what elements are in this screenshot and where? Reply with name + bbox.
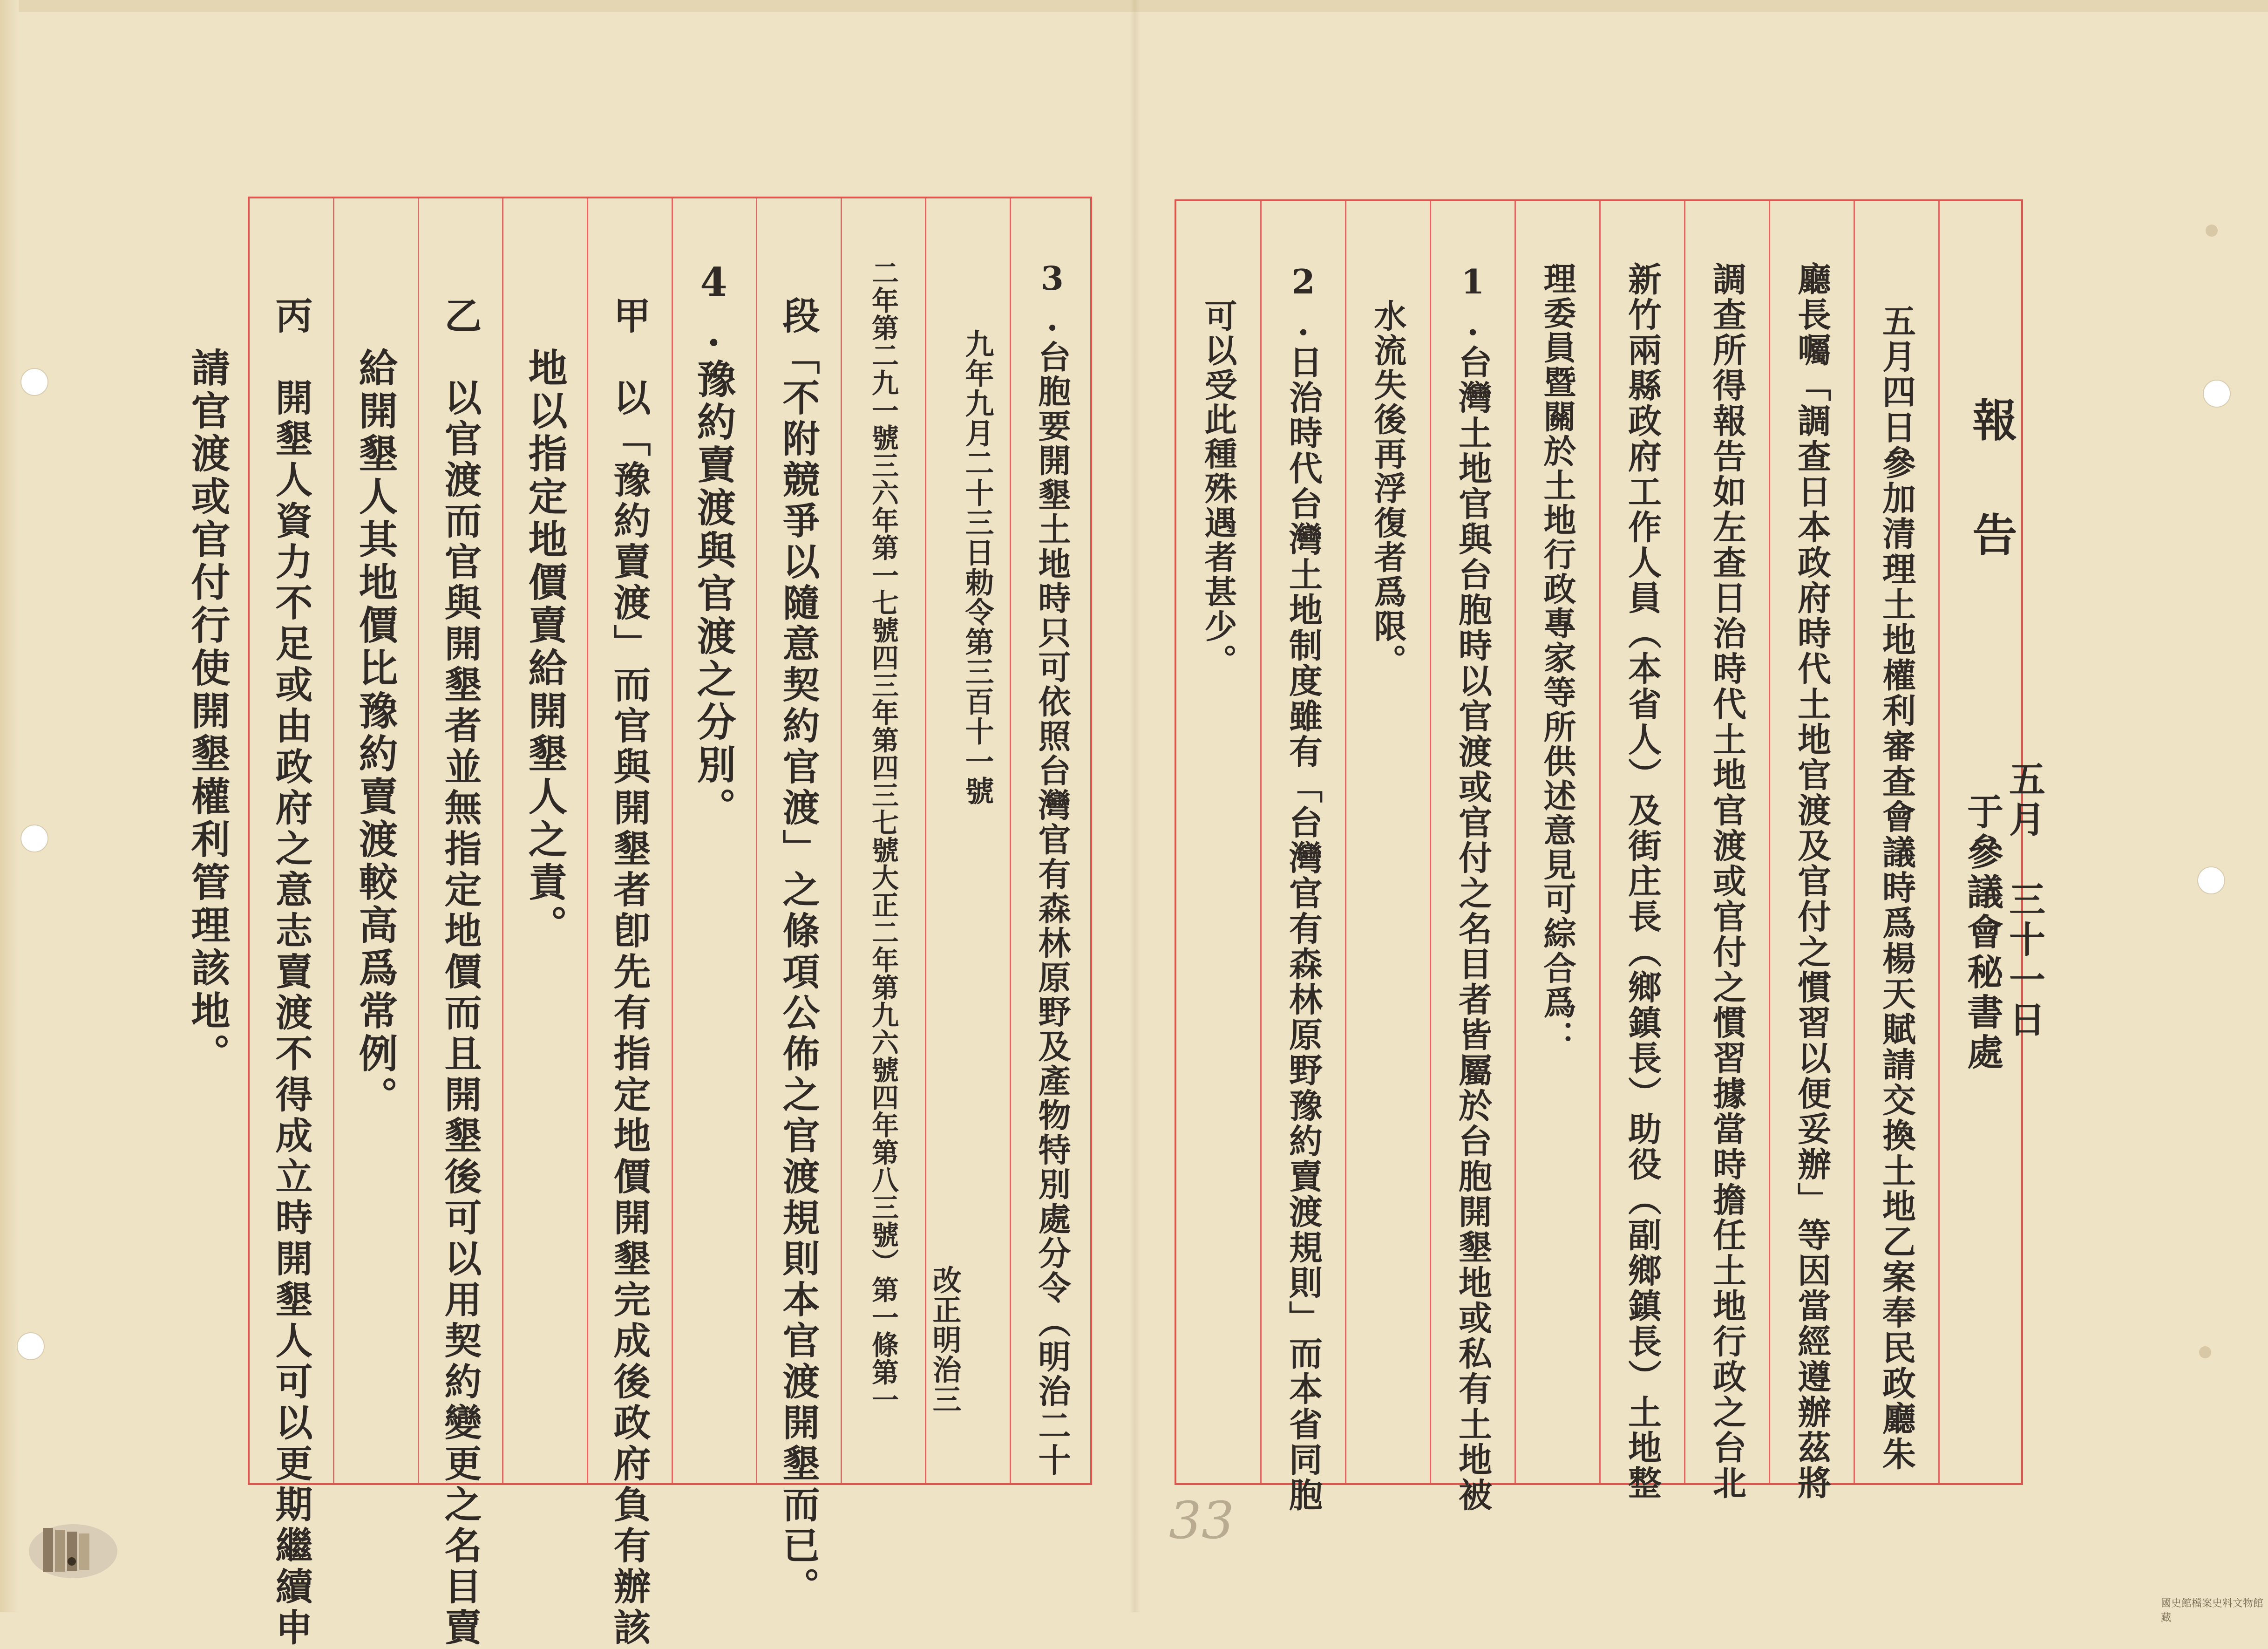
archive-book-icon <box>24 1509 122 1584</box>
handwritten-page-number: 33 <box>1169 1491 1234 1550</box>
paper-mark <box>2199 1346 2211 1358</box>
report-line-4: 新竹兩縣政府工作人員（本省人）及街庄長（鄉鎮長）助役（副鄉鎮長）土地整 <box>1623 262 1662 1501</box>
archive-footer: 國史館檔案史料文物館藏 <box>2161 1598 2264 1624</box>
item-jia: 甲 以「豫約賣渡」而官與開墾者卽先有指定地價開墾完成後政府負有辦該 <box>607 296 651 1649</box>
column-rule <box>1599 201 1601 1483</box>
column-rule <box>502 198 503 1483</box>
section-3-decree-date: 九年九月二十三日勅令第三百十一號 <box>960 329 994 806</box>
report-title <box>1959 397 2024 626</box>
item-2-continued: 可以受此種殊遇者甚少。 <box>1199 299 1238 678</box>
column-rule <box>1345 201 1346 1483</box>
binding-hole <box>20 368 48 396</box>
section-3-heading: 3.台胞要開墾土地時只可依照台灣官有森林原野及產物特別處分令（明治二十 <box>1033 259 1072 1478</box>
column-rule <box>1514 201 1516 1483</box>
section-3-amendment-note: 改正明治三 <box>928 1265 962 1414</box>
column-rule <box>1769 201 1770 1483</box>
report-line-1: 五月四日參加清理土地權利審查會議時爲楊天賦請交換土地乙案奉民政廳朱 <box>1877 304 1916 1472</box>
column-rule <box>925 198 926 1483</box>
title-char: 報 <box>1965 397 2018 511</box>
item-1-continued: 水流失後再浮復者爲限。 <box>1369 299 1407 678</box>
binding-hole <box>2197 866 2225 894</box>
report-line-5: 理委員暨關於土地行政專家等所供述意見可綜合爲： <box>1538 262 1577 1055</box>
report-date: 五月 三十一日 <box>2003 760 2045 1041</box>
column-rule <box>418 198 419 1483</box>
column-rule <box>672 198 673 1483</box>
column-rule <box>1854 201 1855 1483</box>
column-rule <box>587 198 588 1483</box>
item-bing-continued: 請官渡或官付行使開墾權利管理該地。 <box>185 348 231 1076</box>
item-yi-continued: 給開墾人其地價比豫約賣渡較高爲常例。 <box>353 348 399 1119</box>
paper-left-edge <box>0 0 19 1612</box>
item-bing: 丙 開墾人資力不足或由政府之意志賣渡不得成立時開墾人可以更期繼續申 <box>269 296 313 1649</box>
section-4-heading: 4.豫約賣渡與官渡之分別。 <box>691 259 737 830</box>
report-author: 于參議會秘書處 <box>1961 793 2003 1073</box>
item-jia-continued: 地以指定地價賣給開墾人之責。 <box>522 348 568 947</box>
center-fold <box>1130 0 1140 1612</box>
paper-mark <box>2206 225 2218 237</box>
column-rule <box>1430 201 1431 1483</box>
column-rule <box>1684 201 1685 1483</box>
binding-hole <box>20 824 48 852</box>
report-line-3: 調查所得報告如左查日治時代土地官渡或官付之慣習據當時擔任土地行政之台北 <box>1707 262 1747 1501</box>
title-char: 告 <box>1965 511 2018 626</box>
column-rule <box>1938 201 1940 1483</box>
section-3-amendment-years: 二年第二九一號三六年第一七號四三年第四三七號大正二年第九六號四年第八三號）第一條第一 <box>867 259 899 1413</box>
column-rule <box>756 198 757 1483</box>
column-rule <box>1010 198 1011 1483</box>
item-2: 2.日治時代台灣土地制度雖有「台灣官有森林原野豫約賣渡規則」而本省同胞 <box>1283 262 1323 1513</box>
binding-hole <box>2203 380 2231 408</box>
item-yi: 乙 以官渡而官與開墾者並無指定地價而且開墾後可以用契約變更之名目賣 <box>438 296 482 1649</box>
report-line-2: 廳長囑「調查日本政府時代土地官渡及官付之慣習以便妥辦」等因當經遵辦茲將 <box>1792 262 1832 1501</box>
binding-hole <box>17 1332 45 1360</box>
column-rule <box>333 198 334 1483</box>
section-3-clause: 段「不附競爭以隨意契約官渡」之條項公佈之官渡規則本官渡開墾而已。 <box>776 296 820 1608</box>
column-rule <box>1260 201 1262 1483</box>
right-page-frame <box>1175 199 2045 1513</box>
left-page-frame <box>185 197 1092 1649</box>
column-rule <box>841 198 842 1483</box>
item-1: 1.台灣土地官與台胞時以官渡或官付之名目者皆屬於台胞開墾地或私有土地被 <box>1453 262 1493 1513</box>
